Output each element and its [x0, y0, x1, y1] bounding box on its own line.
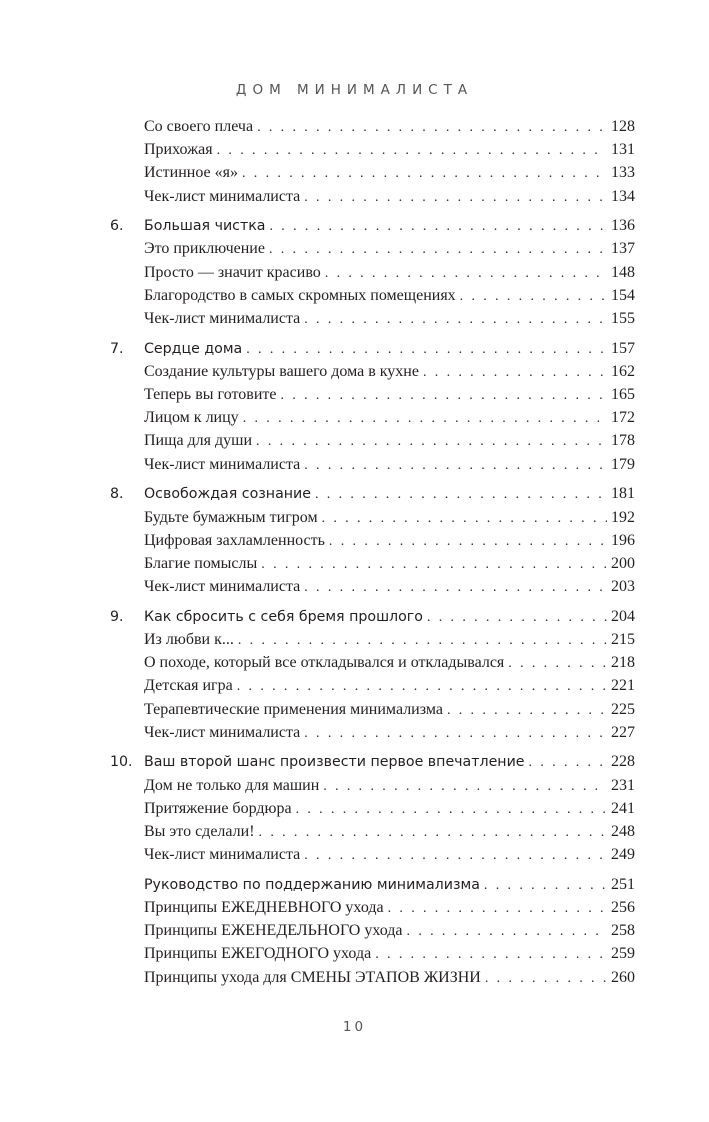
dot-leader — [315, 487, 607, 503]
page-ref: 137 — [611, 240, 635, 258]
toc-chapter-row[interactable] — [110, 876, 633, 899]
dot-leader — [257, 120, 607, 136]
toc-entry-row[interactable] — [110, 777, 633, 800]
entry-title: Лицом к лицу — [144, 409, 239, 427]
page-ref: 215 — [611, 630, 635, 648]
dot-leader — [323, 779, 607, 795]
page-number: 10 — [342, 1019, 367, 1035]
entry-title: О походе, который все откладывался и откладывался — [144, 654, 505, 672]
page-ref: 227 — [611, 723, 635, 741]
page-ref: 178 — [611, 432, 635, 450]
dot-leader — [259, 825, 607, 841]
toc-chapter-row[interactable] — [110, 485, 633, 508]
toc-chapter-row[interactable] — [110, 608, 633, 631]
page-ref: 204 — [611, 607, 635, 625]
entry-title: Создание культуры вашего дома в кухне — [144, 362, 419, 380]
dot-leader — [246, 342, 607, 358]
dot-leader — [256, 434, 607, 450]
dot-leader — [280, 388, 607, 404]
dot-leader — [296, 802, 607, 818]
dot-leader — [243, 411, 607, 427]
toc-chapter-row[interactable] — [110, 340, 633, 363]
toc-chapter-row[interactable] — [110, 217, 633, 240]
dot-leader — [217, 143, 607, 159]
chapter-title: Как сбросить с себя бремя прошлого — [144, 608, 423, 625]
page-ref: 196 — [611, 531, 635, 549]
entry-title: Детская игра — [144, 677, 233, 695]
entry-title: Принципы ухода для СМЕНЫ ЭТАПОВ ЖИЗНИ — [144, 968, 481, 986]
dot-leader — [322, 511, 607, 527]
toc-entry-row[interactable] — [110, 800, 633, 823]
toc-entry-row[interactable] — [110, 654, 633, 677]
entry-title: Принципы ЕЖЕНЕДЕЛЬНОГО ухода — [144, 922, 403, 940]
entry-title: Принципы ЕЖЕГОДНОГО ухода — [144, 945, 372, 963]
page-ref: 258 — [611, 922, 635, 940]
entry-title: Из любви к... — [144, 630, 234, 648]
entry-title: Терапевтические применения минимализма — [144, 700, 443, 718]
chapter-title: Освобождая сознание — [144, 486, 311, 503]
toc-entry-row[interactable] — [110, 118, 633, 141]
dot-leader — [304, 190, 607, 206]
page-ref: 136 — [611, 217, 635, 235]
page-ref: 155 — [611, 310, 635, 327]
toc-entry-row[interactable] — [110, 188, 633, 211]
entry-title: Со своего плеча — [144, 118, 254, 135]
dot-leader — [242, 166, 607, 182]
entry-title: Благородство в самых скромных помещениях — [144, 286, 456, 304]
page-ref: 260 — [611, 968, 635, 986]
page-ref: 172 — [611, 409, 635, 427]
entry-title: Принципы ЕЖЕДНЕВНОГО ухода — [144, 899, 384, 916]
dot-leader — [304, 848, 607, 864]
entry-title: Чек-лист минималиста — [144, 455, 301, 473]
entry-title: Чек-лист минималиста — [144, 310, 301, 327]
toc-entry-row[interactable] — [110, 969, 633, 992]
page-ref: 203 — [611, 578, 635, 596]
entry-title: Вы это сделали! — [144, 822, 255, 840]
entry-title: Это приключение — [144, 240, 265, 258]
chapter-number: 9. — [110, 608, 124, 625]
chapter-number: 8. — [110, 486, 124, 503]
toc-entry-row[interactable] — [110, 363, 633, 386]
toc-entry-row[interactable] — [110, 899, 633, 922]
dot-leader — [485, 971, 607, 987]
dot-leader — [304, 312, 607, 328]
dot-leader — [304, 580, 607, 596]
entry-title: Чек-лист минималиста — [144, 187, 301, 205]
chapter-number: 6. — [110, 218, 124, 235]
entry-title: Истинное «я» — [144, 164, 238, 182]
entry-title: Дом не только для машин — [144, 776, 320, 794]
entry-title: Пища для души — [144, 432, 253, 450]
toc-entry-row[interactable] — [110, 631, 633, 654]
entry-title: Чек-лист минималиста — [144, 846, 301, 864]
toc-chapter-row[interactable] — [110, 753, 633, 776]
toc-entry-row[interactable] — [110, 578, 633, 601]
dot-leader — [325, 266, 607, 282]
toc-entry-row[interactable] — [110, 264, 633, 287]
dot-leader — [423, 365, 607, 381]
chapter-title: Руководство по поддержанию минимализма — [144, 876, 480, 893]
dot-leader — [237, 679, 607, 695]
page-ref: 165 — [611, 386, 635, 404]
toc-entry-row[interactable] — [110, 509, 633, 532]
chapter-number: 10. — [110, 754, 133, 771]
page-ref: 154 — [611, 286, 635, 304]
toc-entry-row[interactable] — [110, 922, 633, 945]
page-ref: 157 — [611, 339, 635, 357]
dot-leader — [304, 726, 607, 742]
page-ref: 241 — [611, 799, 635, 817]
toc-entry-row[interactable] — [110, 846, 633, 869]
dot-leader — [388, 901, 607, 917]
toc-entry-row[interactable] — [110, 555, 633, 578]
dot-leader — [270, 219, 608, 235]
dot-leader — [261, 557, 607, 573]
dot-leader — [460, 289, 607, 305]
toc-entry-row[interactable] — [110, 532, 633, 555]
dot-leader — [375, 947, 607, 963]
dot-leader — [304, 458, 607, 474]
table-of-contents — [110, 118, 633, 992]
chapter-title: Сердце дома — [144, 340, 243, 357]
page-ref: 179 — [611, 455, 635, 473]
dot-leader — [427, 610, 607, 626]
entry-title: Чек-лист минималиста — [144, 723, 301, 741]
entry-title: Притяжение бордюра — [144, 799, 292, 817]
toc-entry-row[interactable] — [110, 240, 633, 263]
toc-entry-row[interactable] — [110, 724, 633, 747]
page-ref: 221 — [611, 677, 635, 695]
page-ref: 131 — [611, 141, 635, 159]
toc-entry-row[interactable] — [110, 141, 633, 164]
running-title: ДОМ МИНИМАЛИСТА — [235, 82, 474, 98]
toc-entry-row[interactable] — [110, 310, 633, 333]
entry-title: Цифровая захламленность — [144, 531, 325, 549]
dot-leader — [238, 633, 607, 649]
toc-entry-row[interactable] — [110, 386, 633, 409]
page-ref: 248 — [611, 822, 635, 840]
page-ref: 256 — [611, 899, 635, 916]
toc-entry-row[interactable] — [110, 677, 633, 700]
page-ref: 192 — [611, 508, 635, 526]
page-ref: 259 — [611, 945, 635, 963]
page-ref: 218 — [611, 654, 635, 672]
page-ref: 148 — [611, 263, 635, 281]
entry-title: Чек-лист минималиста — [144, 578, 301, 596]
toc-entry-row[interactable] — [110, 456, 633, 479]
page-ref: 181 — [611, 485, 635, 503]
page-ref: 249 — [611, 846, 635, 864]
toc-entry-row[interactable] — [110, 701, 633, 724]
toc-entry-row[interactable] — [110, 409, 633, 432]
page-ref: 228 — [611, 753, 635, 771]
toc-entry-row[interactable] — [110, 945, 633, 968]
dot-leader — [508, 656, 607, 672]
page-ref: 200 — [611, 554, 635, 572]
dot-leader — [447, 703, 607, 719]
toc-entry-row[interactable] — [110, 287, 633, 310]
dot-leader — [269, 242, 607, 258]
toc-entry-row[interactable] — [110, 823, 633, 846]
toc-entry-row[interactable] — [110, 164, 633, 187]
chapter-number: 7. — [110, 340, 124, 357]
dot-leader — [329, 534, 607, 550]
toc-entry-row[interactable] — [110, 432, 633, 455]
entry-title: Будьте бумажным тигром — [144, 508, 318, 526]
dot-leader — [484, 878, 607, 894]
chapter-title: Большая чистка — [144, 218, 266, 235]
page-ref: 225 — [611, 700, 635, 718]
page-ref: 134 — [611, 187, 635, 205]
entry-title: Просто — значит красиво — [144, 263, 321, 281]
chapter-title: Ваш второй шанс произвести первое впечатление — [144, 754, 525, 771]
page-ref: 251 — [611, 875, 635, 893]
page-ref: 128 — [611, 118, 635, 135]
page-ref: 133 — [611, 164, 635, 182]
dot-leader — [407, 924, 607, 940]
entry-title: Теперь вы готовите — [144, 386, 277, 404]
entry-title: Прихожая — [144, 141, 213, 159]
page-ref: 231 — [611, 776, 635, 794]
dot-leader — [529, 755, 607, 771]
entry-title: Благие помыслы — [144, 554, 258, 572]
page-ref: 162 — [611, 362, 635, 380]
